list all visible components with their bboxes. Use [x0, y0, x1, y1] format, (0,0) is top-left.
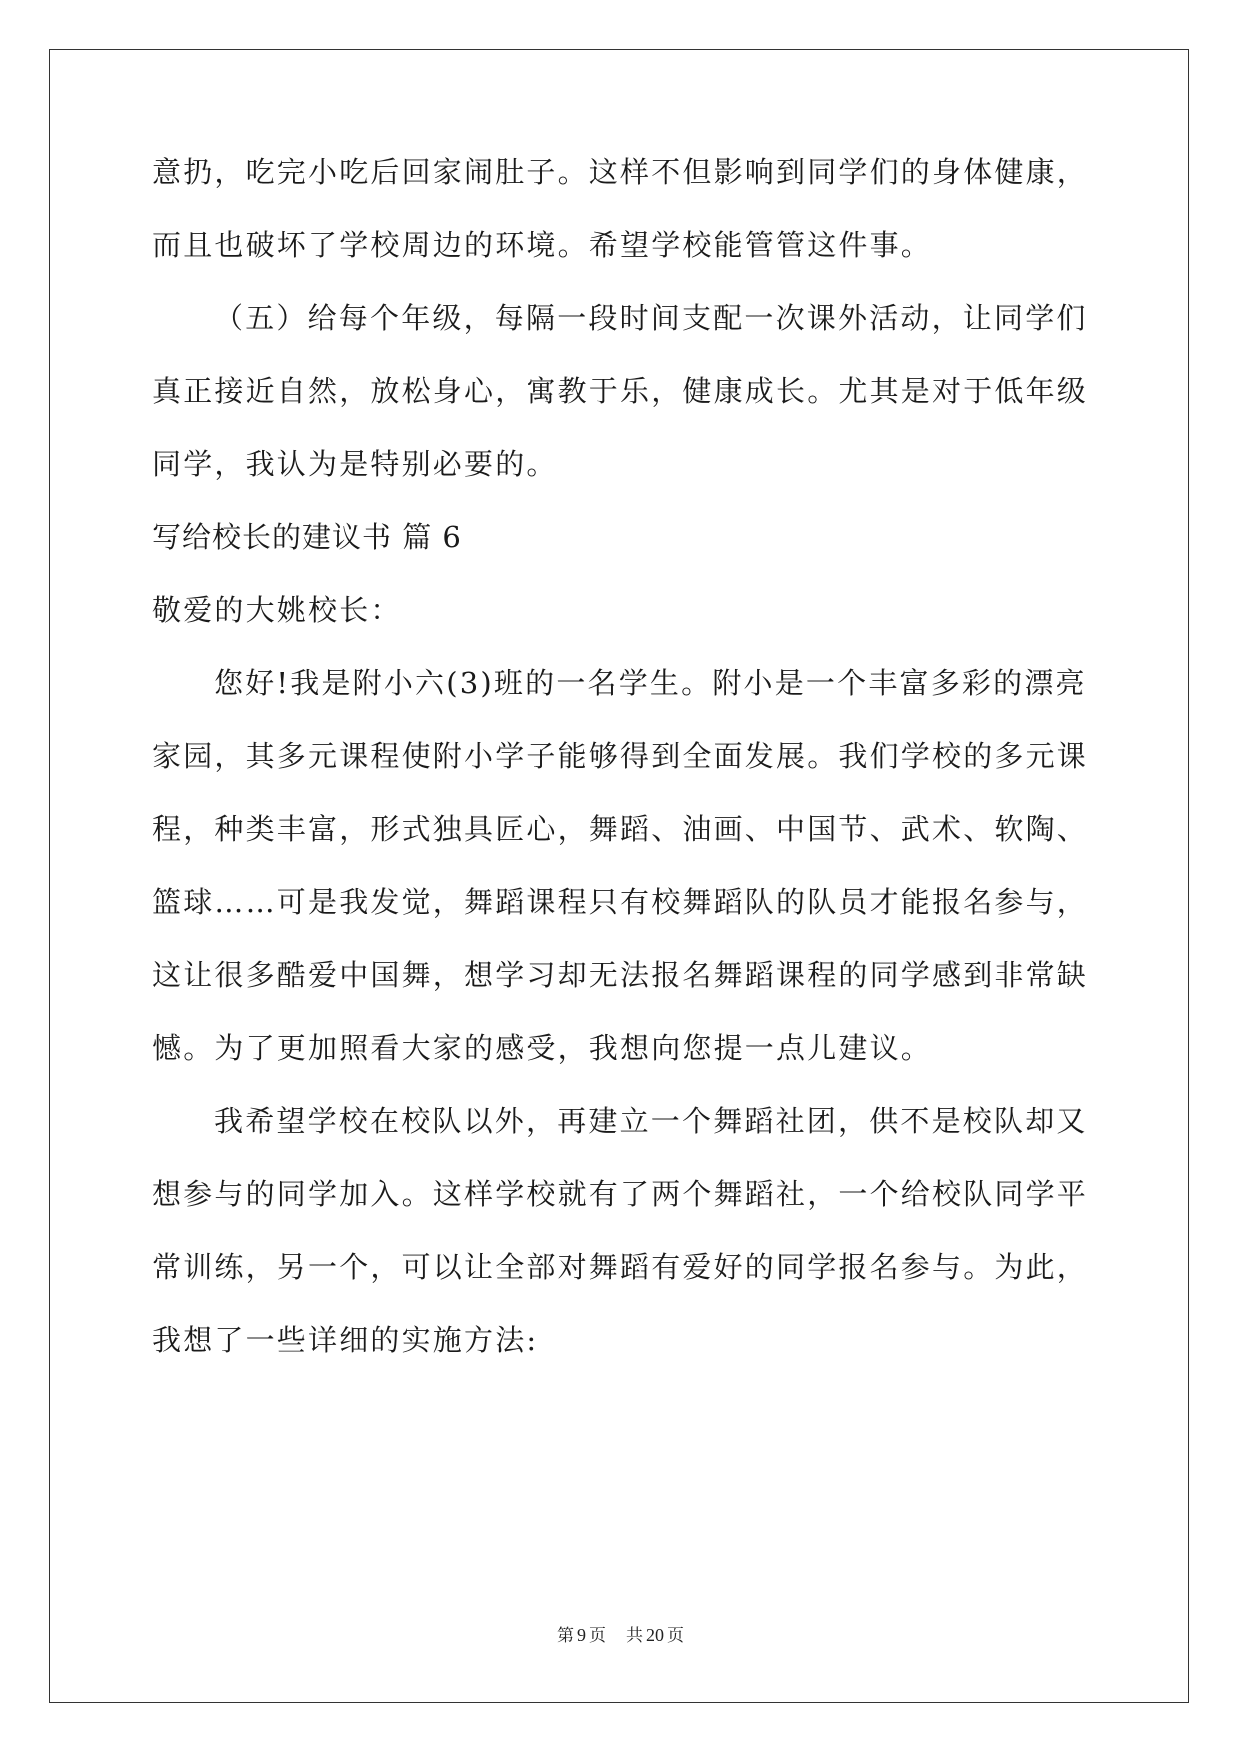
page-total: 20 [646, 1625, 664, 1645]
section-heading: 写给校长的建议书 篇 6 [152, 520, 462, 554]
paragraph-line: 我希望学校在校队以外，再建立一个舞蹈社团，供不是校队却又 [214, 1104, 1088, 1138]
total-suffix: 页 [667, 1626, 684, 1645]
paragraph-line: 您好!我是附小六(3)班的一名学生。附小是一个丰富多彩的漂亮 [214, 666, 1087, 700]
page-suffix: 页 [589, 1626, 606, 1645]
salutation: 敬爱的大姚校长： [152, 593, 402, 627]
total-prefix: 共 [626, 1626, 643, 1645]
page-number: 9 [577, 1625, 586, 1645]
paragraph-line: 同学，我认为是特别必要的。 [152, 447, 558, 481]
paragraph-line: 憾。为了更加照看大家的感受，我想向您提一点儿建议。 [152, 1031, 933, 1065]
paragraph-line: 程，种类丰富，形式独具匠心，舞蹈、油画、中国节、武术、软陶、 [152, 812, 1089, 846]
paragraph-line: 意扔，吃完小吃后回家闹肚子。这样不但影响到同学们的身体健康， [152, 155, 1089, 189]
paragraph-line: 常训练，另一个，可以让全部对舞蹈有爱好的同学报名参与。为此， [152, 1250, 1089, 1284]
paragraph-line: 这让很多酷爱中国舞，想学习却无法报名舞蹈课程的同学感到非常缺 [152, 958, 1089, 992]
paragraph-line: 想参与的同学加入。这样学校就有了两个舞蹈社，一个给校队同学平 [152, 1177, 1089, 1211]
paragraph-line: 篮球……可是我发觉，舞蹈课程只有校舞蹈队的队员才能报名参与， [152, 885, 1089, 919]
paragraph-line: 而且也破坏了学校周边的环境。希望学校能管管这件事。 [152, 228, 933, 262]
paragraph-line: （五）给每个年级，每隔一段时间支配一次课外活动，让同学们 [214, 301, 1088, 335]
paragraph-line: 家园，其多元课程使附小学子能够得到全面发展。我们学校的多元课 [152, 739, 1089, 773]
paragraph-line: 我想了一些详细的实施方法: [152, 1323, 539, 1357]
page-footer [0, 1623, 1241, 1648]
paragraph-line: 真正接近自然，放松身心，寓教于乐，健康成长。尤其是对于低年级 [152, 374, 1089, 408]
page-prefix: 第 [557, 1626, 574, 1645]
